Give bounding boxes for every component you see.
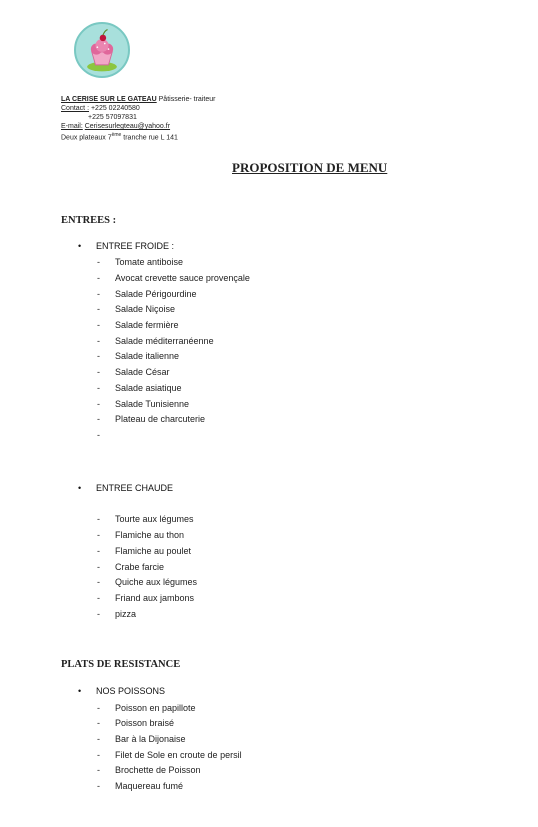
address-suffix: tranche rue L 141 [121, 134, 178, 142]
bullet-entree-chaude [78, 483, 173, 493]
list-item: - Crabe farcie [97, 562, 165, 572]
list-item: - Avocat crevette sauce provençale [97, 273, 250, 283]
address-superscript: ème [111, 132, 122, 138]
list-item: - Salade asiatique [97, 383, 182, 393]
cupcake-icon [76, 24, 128, 76]
list-item: - Salade fermière [97, 320, 179, 330]
address-line [61, 131, 215, 142]
list-item: - Quiche aux légumes [97, 577, 198, 587]
contact-line [61, 104, 215, 113]
phone-line-2 [61, 113, 215, 122]
bullet-nos-poissons [78, 686, 165, 696]
phone-1: +225 02240580 [90, 105, 140, 112]
company-activity: Pâtisserie- traiteur [158, 96, 216, 103]
bullet-label: ENTREE CHAUDE [96, 483, 174, 493]
list-item: - Bar à la Dijonaise [97, 734, 186, 744]
list-item: - Salade Niçoise [97, 304, 176, 314]
email-line [61, 122, 215, 131]
list-item: - Poisson en papillote [97, 703, 196, 713]
list-item: - Plateau de charcuterie [97, 414, 206, 424]
address-prefix: Deux plateaux 7 [61, 134, 112, 142]
list-item: - Maquereau fumé [97, 781, 184, 791]
list-item: - Brochette de Poisson [97, 765, 201, 775]
list-item: - Filet de Sole en croute de persil [97, 750, 242, 760]
bullet-glyph: • [78, 483, 82, 493]
list-item: - Tomate antiboise [97, 257, 184, 267]
list-item: - Salade César [97, 367, 170, 377]
company-name: LA CERISE SUR LE GATEAU [61, 96, 157, 103]
list-item: - Poisson braisé [97, 718, 175, 728]
section-title-plats: PLATS DE RESISTANCE [61, 659, 181, 670]
phone-2: +225 57097831 [88, 114, 137, 121]
bullet-label: NOS POISSONS [96, 686, 166, 696]
email-link[interactable]: Cerisesurlegteau@yahoo.fr [84, 123, 171, 130]
bullet-entree-froide [78, 241, 174, 251]
list-item-empty: - [97, 430, 100, 440]
contact-label: Contact : [61, 105, 90, 112]
logo [74, 22, 130, 78]
bullet-glyph: • [78, 241, 82, 251]
section-title-entrees: ENTREES : [61, 215, 117, 226]
list-item: - Salade méditerranéenne [97, 336, 214, 346]
list-item: - pizza [97, 609, 137, 619]
list-item: - Flamiche au thon [97, 530, 185, 540]
company-header [61, 95, 215, 142]
list-item: - Flamiche au poulet [97, 546, 192, 556]
email-label: E-mail: [61, 123, 83, 130]
bullet-label: ENTREE FROIDE : [96, 241, 175, 251]
list-item: - Friand aux jambons [97, 593, 195, 603]
company-line [61, 95, 215, 104]
list-item: - Tourte aux légumes [97, 514, 194, 524]
bullet-glyph: • [78, 686, 82, 696]
list-item: - Salade Périgourdine [97, 289, 197, 299]
list-item: - Salade Tunisienne [97, 399, 190, 409]
page-title: PROPOSITION DE MENU [232, 160, 388, 175]
list-item: - Salade italienne [97, 351, 180, 361]
